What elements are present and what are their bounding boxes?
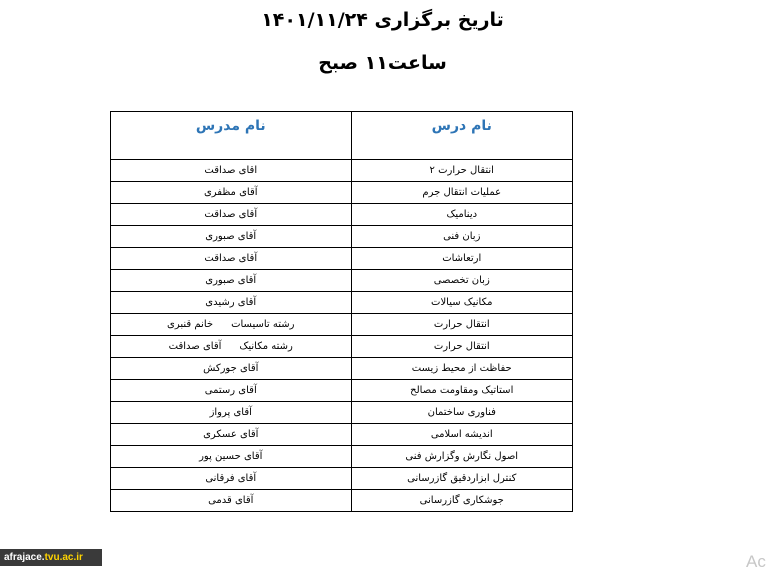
table-row [111,182,573,204]
teacher-cell: آقای رستمی [111,380,352,402]
course-cell: انتقال حرارت [351,314,573,336]
teacher-cell: آقای پرواز [111,402,352,424]
teacher-cell: آقای جورکش [111,358,352,380]
date-title: تاریخ برگزاری ۱۴۰۱/۱۱/۲۴ [261,9,504,31]
table-row [111,402,573,424]
course-cell: دینامیک [351,204,573,226]
table-row [111,358,573,380]
table-row [111,160,573,182]
table-row [111,204,573,226]
teacher-cell: آقای قدمی [111,490,352,512]
schedule-table [110,111,573,512]
teacher-field: رشته مکانیک [239,341,293,352]
table-row [111,424,573,446]
teacher-cell: اقای صداقت [111,160,352,182]
course-cell: اندیشه اسلامی [351,424,573,446]
site-logo-badge[interactable] [0,549,102,566]
teacher-cell: آقای عسکری [111,424,352,446]
teacher-name: خانم قنبری [167,319,214,330]
course-cell: زبان فنی [351,226,573,248]
site-logo-prefix: afrajace. [4,552,45,563]
teacher-name: آقای صداقت [168,341,222,352]
teacher-cell: آقای حسین پور [111,446,352,468]
course-cell: استاتیک ومقاومت مصالح [351,380,573,402]
corner-watermark: Ac [746,552,766,571]
course-cell: حفاظت از محیط زیست [351,358,573,380]
course-cell: انتقال حرارت ۲ [351,160,573,182]
teacher-cell: آقای صبوری [111,226,352,248]
course-cell: عملیات انتقال جرم [351,182,573,204]
course-cell: فناوری ساختمان [351,402,573,424]
column-header-course: نام درس [351,112,573,160]
course-cell: کنترل ابزاردقیق گازرسانی [351,468,573,490]
table-header-row [111,112,573,160]
table-row [111,380,573,402]
table-row [111,490,573,512]
table-row [111,314,573,336]
course-cell: انتقال حرارت [351,336,573,358]
table-row [111,446,573,468]
site-logo-accent: tvu.ac.ir [44,552,83,563]
column-header-teacher: نام مدرس [111,112,352,160]
course-cell: مکانیک سیالات [351,292,573,314]
teacher-field: رشته تاسیسات [231,319,295,330]
table-row [111,292,573,314]
table-row [111,336,573,358]
table-row [111,248,573,270]
teacher-cell: آقای فرقانی [111,468,352,490]
course-cell: جوشکاری گازرسانی [351,490,573,512]
course-cell: زبان تخصصی [351,270,573,292]
teacher-cell [111,314,352,336]
course-cell: اصول نگارش وگزارش فنی [351,446,573,468]
table-row [111,226,573,248]
time-title: ساعت۱۱ صبح [318,52,447,74]
table-row [111,270,573,292]
teacher-cell: آقای مظفری [111,182,352,204]
teacher-cell: آقای صداقت [111,248,352,270]
teacher-cell [111,336,352,358]
teacher-cell: آقای صبوری [111,270,352,292]
table-row [111,468,573,490]
teacher-cell: آقای رشیدی [111,292,352,314]
teacher-cell: آقای صداقت [111,204,352,226]
course-cell: ارتعاشات [351,248,573,270]
